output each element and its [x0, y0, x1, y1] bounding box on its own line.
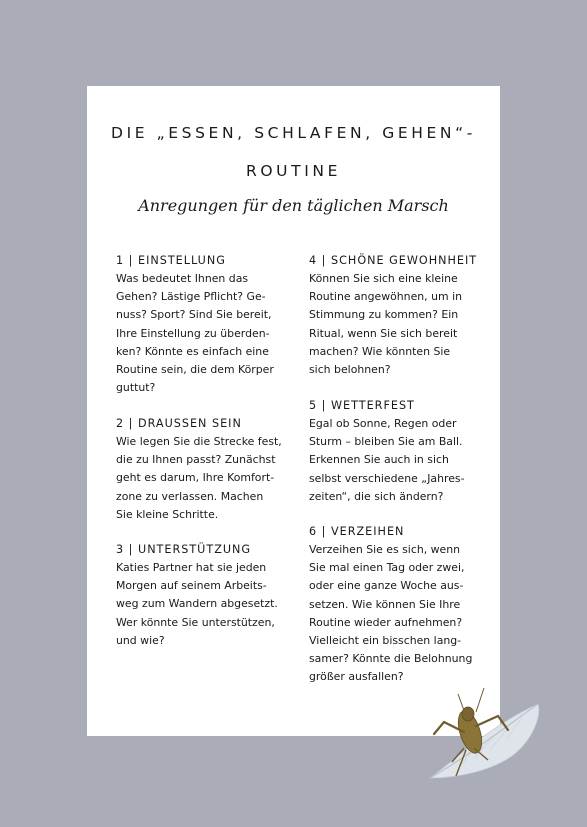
body-line: Morgen auf seinem Arbeits-: [116, 579, 267, 593]
body-line: Ritual, wenn Sie sich bereit: [309, 326, 458, 340]
body-line: Was bedeutet Ihnen das: [116, 272, 249, 285]
body-line: Routine sein, die dem Körper: [116, 363, 274, 377]
body-line: machen? Wie könnten Sie: [309, 344, 451, 358]
title-line-1: DIE „ESSEN, SCHLAFEN, GEHEN“-: [111, 124, 476, 142]
body-line: nuss? Sport? Sind Sie bereit,: [116, 308, 272, 322]
body-line: Routine angewöhnen, um in: [309, 290, 462, 304]
section-body: [309, 270, 489, 379]
body-line: größer ausfallen?: [309, 670, 404, 684]
section-body: [309, 415, 489, 506]
body-line: Stimmung zu kommen? Ein: [309, 308, 459, 322]
title-line-2: ROUTINE: [246, 162, 341, 180]
section-einstellung: [116, 252, 296, 397]
body-line: Wer könnte Sie unterstützen,: [116, 615, 275, 629]
body-line: Ihre Einstellung zu überden-: [116, 326, 270, 340]
section-heading: 5 | WETTERFEST: [309, 399, 415, 412]
feather-icon: [430, 704, 539, 778]
body-line: guttut?: [116, 381, 156, 395]
body-line: Können Sie sich eine kleine: [309, 272, 458, 285]
body-line: samer? Könnte die Belohnung: [309, 652, 473, 666]
section-heading: 1 | EINSTELLUNG: [116, 254, 226, 267]
section-body: [309, 541, 489, 687]
body-line: oder eine ganze Woche aus-: [309, 579, 464, 593]
section-body: [116, 559, 296, 650]
body-line: weg zum Wandern abgesetzt.: [116, 597, 278, 611]
body-line: zeiten“, die sich ändern?: [309, 489, 444, 503]
body-line: Sie mal einen Tag oder zwei,: [309, 561, 465, 575]
section-heading: 6 | VERZEIHEN: [309, 525, 405, 538]
body-line: zone zu verlassen. Machen: [116, 489, 264, 503]
body-line: Verzeihen Sie es sich, wenn: [309, 543, 461, 556]
section-schoene-gewohnheit: [309, 252, 489, 379]
body-line: die zu Ihnen passt? Zunächst: [116, 453, 276, 467]
body-line: Wie legen Sie die Strecke fest,: [116, 435, 282, 448]
body-line: und wie?: [116, 633, 165, 647]
body-line: geht es darum, Ihre Komfort-: [116, 471, 275, 485]
body-line: Egal ob Sonne, Regen oder: [309, 417, 457, 430]
section-draussen-sein: [116, 415, 296, 524]
body-line: sich belohnen?: [309, 363, 391, 377]
section-heading: 2 | DRAUSSEN SEIN: [116, 417, 242, 430]
section-unterstuetzung: [116, 541, 296, 650]
section-body: [116, 433, 296, 524]
body-line: Erkennen Sie auch in sich: [309, 453, 449, 467]
body-line: ken? Könnte es einfach eine: [116, 344, 269, 358]
grasshopper-feather-illustration: [420, 686, 550, 786]
section-heading: 4 | SCHÖNE GEWOHNHEIT: [309, 254, 478, 267]
body-line: setzen. Wie können Sie Ihre: [309, 597, 461, 611]
section-body: [116, 270, 296, 397]
subtitle: Anregungen für den täglichen Marsch: [138, 196, 449, 215]
body-line: Gehen? Lästige Pflicht? Ge-: [116, 290, 266, 304]
body-line: Sie kleine Schritte.: [116, 507, 219, 521]
section-verzeihen: [309, 523, 489, 687]
section-heading: 3 | UNTERSTÜTZUNG: [116, 543, 252, 556]
body-line: Routine wieder aufnehmen?: [309, 615, 463, 629]
body-line: Vielleicht ein bisschen lang-: [309, 634, 462, 648]
body-line: Katies Partner hat sie jeden: [116, 561, 267, 574]
body-line: selbst verschiedene „Jahres-: [309, 471, 465, 485]
body-line: Sturm – bleiben Sie am Ball.: [309, 435, 463, 449]
page-card: [87, 86, 500, 736]
section-wetterfest: [309, 397, 489, 506]
